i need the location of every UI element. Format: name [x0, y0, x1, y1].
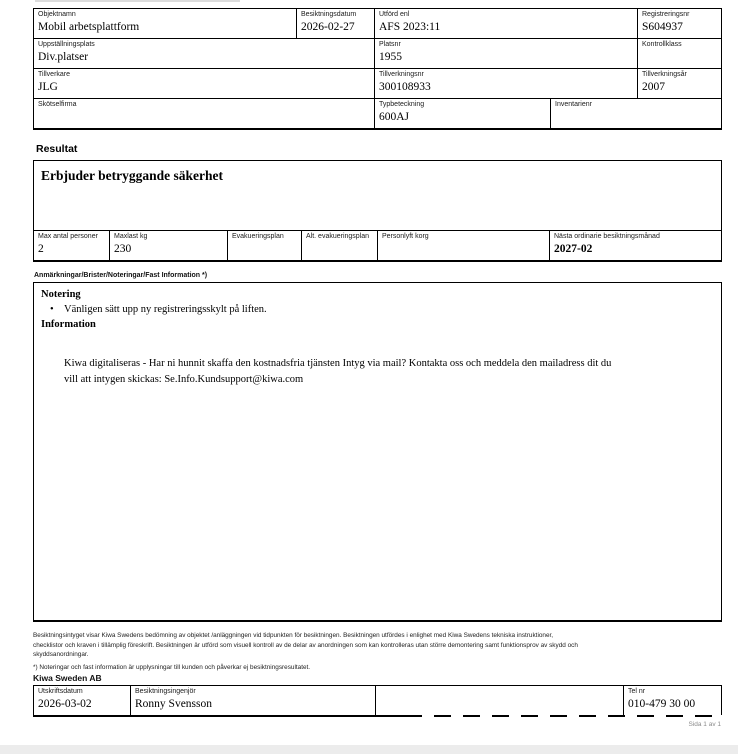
- field-label: Objektnamn: [38, 11, 76, 18]
- table-row: [34, 68, 721, 98]
- field-kontrollklass: [637, 39, 721, 68]
- signature-table-wrap: [33, 685, 722, 717]
- field-platsnr: [374, 39, 637, 68]
- field-label: Evakueringsplan: [232, 233, 284, 240]
- field-tillverkningsar: [637, 69, 721, 98]
- field-evakueringsplan: [227, 231, 301, 260]
- field-label: Personlyft korg: [382, 233, 429, 240]
- field-label: Tel nr: [628, 687, 646, 695]
- table-row: [34, 38, 721, 68]
- field-inventarienr: [550, 99, 721, 128]
- disclaimer-line: checklistor och kraven i tillämplig föreskrift. Besiktningen är utförd som visuell kontroll av de delar av anordningen som kan kontrolleras utan större demontering samt funktionsprov av skydd och: [33, 641, 578, 649]
- field-tillverkningsnr: [374, 69, 637, 98]
- field-value: 010-479 30 00: [628, 697, 696, 710]
- field-label: Maxlast kg: [114, 233, 148, 240]
- result-fields-row: [34, 230, 721, 260]
- disclaimer-line: Besiktningsintyget visar Kiwa Swedens bedömning av objektet /anläggningen vid tidpunkten för besiktningen. Besiktningen utfördes i enlighet med Kiwa Swedens tekniska instruktioner,: [33, 632, 554, 639]
- information-heading: Information: [41, 319, 96, 330]
- field-label: Uppställningsplats: [38, 41, 95, 48]
- field-tillverkare: [34, 69, 374, 98]
- scan-artifact-line: [35, 0, 240, 2]
- field-nasta-besiktningsmanad: [549, 231, 721, 260]
- field-label: Platsnr: [379, 41, 401, 48]
- table-row: [34, 98, 721, 128]
- result-verdict: Erbjuder betryggande säkerhet: [41, 168, 223, 183]
- field-value: Div.platser: [38, 51, 89, 63]
- certificate-page: [33, 8, 722, 728]
- field-label: Utförd enl: [379, 11, 410, 18]
- object-info-table: [33, 8, 722, 130]
- field-personlyft-korg: [377, 231, 549, 260]
- field-empty: [375, 686, 623, 715]
- information-text: Kiwa digitaliseras - Har ni hunnit skaffa den kostnadsfria tjänsten Intyg via mail? Kontakta oss och meddela den mailadress dit du vill att intygen skickas: Se.Info.Kundsupport@kiwa.com: [64, 358, 612, 385]
- disclaimer-footnote: *) Noteringar och fast information är upplysningar till kunden och påverkar ej besiktningsresultatet.: [33, 663, 311, 671]
- field-value: 2007: [642, 81, 665, 93]
- field-registreringsnr: [637, 9, 721, 38]
- field-value: Mobil arbetsplattform: [38, 21, 140, 33]
- field-utford-enl: [374, 9, 637, 38]
- field-typbeteckning: [374, 99, 550, 128]
- notering-item: [41, 302, 713, 317]
- field-max-antal-personer: [34, 231, 109, 260]
- bullet-icon: •: [50, 304, 54, 315]
- table-row: [34, 9, 721, 38]
- bottom-gray-strip: [0, 745, 738, 754]
- field-skotselfirma: [34, 99, 374, 128]
- field-label: Inventarienr: [555, 101, 592, 108]
- company-name: Kiwa Sweden AB: [33, 672, 102, 683]
- field-label: Max antal personer: [38, 233, 98, 240]
- signature-table: [33, 685, 722, 717]
- field-value: AFS 2023:11: [379, 21, 441, 33]
- field-label: Tillverkningsnr: [379, 71, 424, 78]
- field-value: 230: [114, 243, 132, 255]
- field-label: Skötselfirma: [38, 101, 77, 108]
- field-label: Besiktningsdatum: [301, 11, 357, 18]
- watermark-dash-artifact: [405, 715, 738, 719]
- field-label: Alt. evakueringsplan: [306, 233, 370, 240]
- field-utskriftsdatum: [34, 686, 130, 715]
- field-besiktningsdatum: [296, 9, 374, 38]
- field-label: Utskriftsdatum: [38, 687, 83, 695]
- field-value: 2: [38, 243, 44, 255]
- field-value: 2026-02-27: [301, 21, 355, 33]
- field-label: Tillverkare: [38, 71, 71, 78]
- disclaimer-paragraph: [33, 631, 722, 660]
- result-heading: Resultat: [36, 143, 78, 155]
- field-maxlast-kg: [109, 231, 227, 260]
- field-label: Kontrollklass: [642, 41, 682, 48]
- field-value: 600AJ: [379, 111, 410, 123]
- disclaimer-line: skyddsanordningar.: [33, 651, 89, 659]
- result-table: [33, 160, 722, 262]
- field-value: 2027-02: [554, 243, 593, 255]
- field-value: 1955: [379, 51, 402, 63]
- field-value: S604937: [642, 21, 683, 33]
- field-tel-nr: [623, 686, 721, 715]
- field-value: 300108933: [379, 81, 431, 93]
- notering-heading: Notering: [41, 289, 81, 300]
- notes-box: [33, 282, 722, 622]
- table-row: [34, 686, 721, 715]
- field-value: 2026-03-02: [38, 697, 92, 710]
- field-value: Ronny Svensson: [135, 697, 212, 710]
- field-label: Typbeteckning: [379, 101, 425, 108]
- page-indicator: Sida 1 av 1: [688, 720, 721, 728]
- notering-item-text: Vänligen sätt upp ny registreringsskylt på liften.: [64, 304, 267, 315]
- field-alt-evakueringsplan: [301, 231, 377, 260]
- field-label: Besiktningsingenjör: [135, 687, 196, 695]
- notes-section-label: Anmärkningar/Brister/Noteringar/Fast Information *): [34, 272, 208, 279]
- field-label: Tillverkningsår: [642, 71, 687, 78]
- field-uppstallningsplats: [34, 39, 374, 68]
- field-label: Registreringsnr: [642, 11, 690, 18]
- field-value: JLG: [38, 81, 58, 93]
- field-besiktningsingenjor: [130, 686, 375, 715]
- field-label: Nästa ordinarie besiktningsmånad: [554, 233, 660, 240]
- field-objektnamn: [34, 9, 296, 38]
